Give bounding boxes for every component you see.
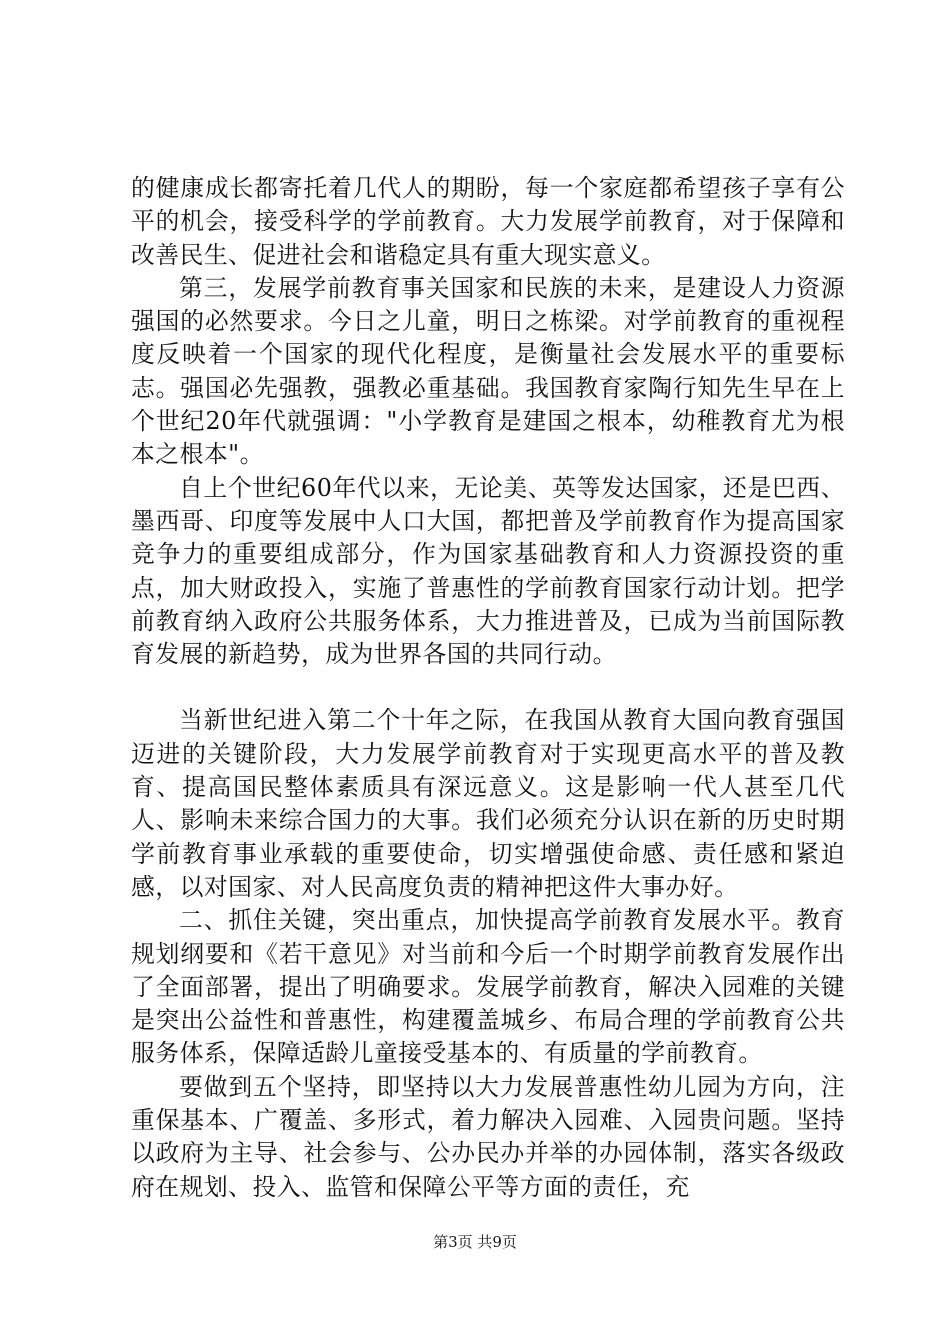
page-footer: 第3页 共9页 <box>433 1233 517 1251</box>
document-body <box>131 172 845 1204</box>
paragraph-5: 二、抓住关键，突出重点，加快提高学前教育发展水平。教育规划纲要和《若干意见》对当前和今后一个时期学前教育发展作出了全面部署，提出了明确要求。发展学前教育，解决入园难的关键是突出公益性和普惠性，构建覆盖城乡、布局合理的学前教育公共服务体系，保障适龄儿童接受基本的、有质量的学前教育。 <box>131 906 845 1068</box>
paragraph-2: 第三，发展学前教育事关国家和民族的未来，是建设人力资源强国的必然要求。今日之儿童，明日之栋梁。对学前教育的重视程度反映着一个国家的现代化程度，是衡量社会发展水平的重要标志。强国必先强教，强教必重基础。我国教育家陶行知先生早在上个世纪20年代就强调："小学教育是建国之根本，幼稚教育尤为根本之根本"。 <box>131 273 845 469</box>
paragraph-6: 要做到五个坚持，即坚持以大力发展普惠性幼儿园为方向，注重保基本、广覆盖、多形式，着力解决入园难、入园贵问题。坚持以政府为主导、社会参与、公办民办并举的办园体制，落实各级政府在规划、投入、监管和保障公平等方面的责任，充 <box>131 1072 845 1201</box>
paragraph-3: 自上个世纪60年代以来，无论美、英等发达国家，还是巴西、墨西哥、印度等发展中人口大国，都把普及学前教育作为提高国家竞争力的重要组成部分，作为国家基础教育和人力资源投资的重点，加大财政投入，实施了普惠性的学前教育国家行动计划。把学前教育纳入政府公共服务体系，大力推进普及，已成为当前国际教育发展的新趋势，成为世界各国的共同行动。 <box>131 473 845 669</box>
paragraph-1: 的健康成长都寄托着几代人的期盼，每一个家庭都希望孩子享有公平的机会，接受科学的学前教育。大力发展学前教育，对于保障和改善民生、促进社会和谐稳定具有重大现实意义。 <box>131 174 845 269</box>
paragraph-4: 当新世纪进入第二个十年之际，在我国从教育大国向教育强国迈进的关键阶段，大力发展学前教育对于实现更高水平的普及教育、提高国民整体素质具有深远意义。这是影响一代人甚至几代人、影响未来综合国力的大事。我们必须充分认识在新的历史时期学前教育事业承载的重要使命，切实增强使命感、责任感和紧迫感，以对国家、对人民高度负责的精神把这件大事办好。 <box>131 706 845 901</box>
